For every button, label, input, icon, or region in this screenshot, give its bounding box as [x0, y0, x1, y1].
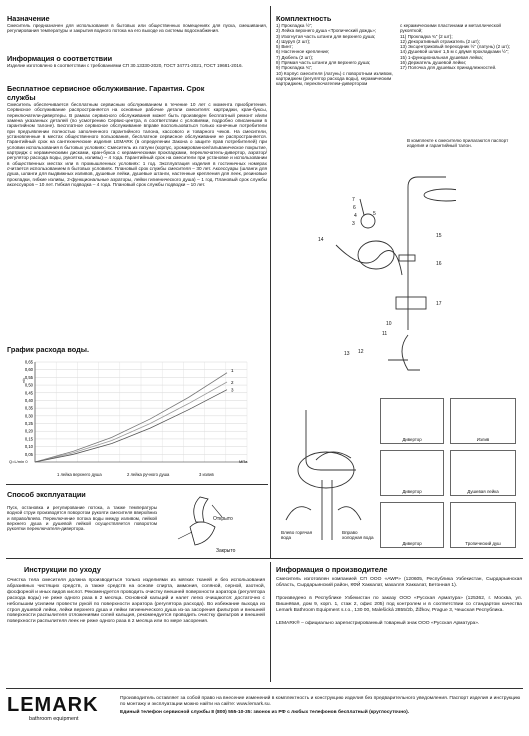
series-label-3: 3: [231, 387, 234, 393]
warranty-section: [7, 84, 267, 188]
footer-note: Производитель оставляет за собой право на внесение изменений в комплектность и конструкцию изделия без предварительного уведомления. Паспорт изделия и инструкцию по монтажу и эксплуатации можно найти на сайте: www.lemark.su.: [120, 696, 521, 707]
svg-text:16: 16: [436, 261, 442, 267]
diverter-panel-3: Дивертор: [380, 502, 444, 548]
y-tick-label: 0,20: [24, 428, 33, 434]
operation-title: Способ эксплуатации: [7, 490, 86, 499]
diverter-panels: [380, 398, 520, 556]
series-label-1: 1: [231, 367, 234, 373]
flow-title: График расхода воды.: [7, 345, 89, 354]
kit-item-9: 9) Прокладка ¾";: [276, 65, 313, 71]
y-tick-label: 0,05: [24, 451, 33, 457]
kit-title: Комплектность: [276, 14, 332, 23]
hot-label: Влево горячая вода: [281, 530, 313, 541]
diverter-panel-1: Дивертор: [380, 398, 444, 444]
purpose-section: [7, 14, 267, 34]
kit-list-2: [400, 23, 518, 71]
kit-item-b-5: 14) Душевой шланг 1,5 м с двумя прокладками ½";: [400, 49, 509, 55]
kit-item-3: 3) Изогнутая часть штанги для верхнего душа;: [276, 33, 376, 39]
product-diagram: [296, 155, 456, 390]
diverter-panel-2: Дивертор: [380, 450, 444, 496]
series-label-2: 2: [231, 380, 234, 385]
operation-text: Пуск, остановка и регулирование потока, а также температуры водной струи производятся поворотом рукояти смесителя вверх/вниз и вправо/влево. Переключение потока воды между изливом, лейкой верхнего душа и душевой лейкой осуществляется поворотом рукоятки переключателя-дивертора.: [7, 505, 157, 532]
purpose-title: Назначение: [7, 14, 50, 23]
svg-text:10: 10: [386, 321, 392, 327]
kit-note: В комплекте к смесителю прилагаются паспорт изделия и гарантийный талон.: [407, 138, 509, 149]
compliance-text: Изделие изготовлено в соответствии с требованиями СП 30.13330-2020, ГОСТ 34771-2021, ГОСТ 19681-2016.: [7, 63, 243, 68]
compliance-title: Информация о соответствии: [7, 54, 113, 63]
svg-text:3: 3: [352, 221, 355, 227]
y-tick-label: 0,30: [24, 413, 33, 419]
cold-label: Вправо холодная вода: [342, 530, 374, 541]
series-line-1: [35, 373, 227, 462]
svg-text:6: 6: [353, 205, 356, 211]
maker-text-1: Смеситель изготовлен компанией СП ООО «AWP» (120605, Республика Узбекистан, Сырдарьинская область, Сырдарьинский район, КФЙ Хаккалат, махалля Хаккалат, Бетонная 1).: [276, 577, 522, 588]
y-tick-label: 0,25: [24, 421, 33, 427]
svg-text:15: 15: [436, 233, 442, 239]
purpose-text: Смеситель предназначен для использования в бытовых или общественных помещениях для пуска, смешивания, регулирования температуры и закрытия водного потока на его выходе из системы водоснабжения.: [7, 23, 267, 34]
flow-chart: [7, 358, 267, 484]
svg-text:14: 14: [318, 237, 324, 243]
flow-section: [7, 345, 267, 354]
rain-shower-panel: Тропический душ: [450, 502, 516, 548]
y-unit: л/с: [21, 377, 27, 384]
svg-text:12: 12: [358, 349, 364, 355]
kit-item-b-2: 11) Прокладка ¾" (2 шт);: [400, 33, 453, 39]
flow-chart-svg: [7, 358, 267, 484]
hand-shower-panel: Душевая лейка: [450, 450, 516, 496]
y-tick-label: 0,15: [24, 436, 33, 442]
y-tick-label: 0,40: [24, 397, 33, 403]
kit-list-1: [276, 23, 394, 87]
section-divider: [6, 558, 523, 559]
maker-title: Информация о производителе: [276, 565, 388, 574]
y-tick-label: 0,45: [24, 390, 33, 396]
kit-item-b-3: 12) Декоративный отражатель (2 шт);: [400, 38, 480, 44]
y-tick-label: 0,60: [24, 367, 33, 373]
svg-text:13: 13: [344, 351, 350, 357]
operation-section: [7, 490, 157, 531]
kit-item-b-8: 17) Полочка для душевых принадлежностей.: [400, 65, 497, 71]
svg-text:7: 7: [352, 197, 355, 203]
kit-item-b-6: 15) 1-функциональная душевая лейка;: [400, 54, 484, 60]
kit-item-b-1: с керамическими пластинами и металлической рукояткой;: [400, 23, 501, 34]
spout-panel: Излив: [450, 398, 516, 444]
y-tick-label: 0,35: [24, 405, 33, 411]
column-divider: [270, 6, 271, 558]
y-tick-label: 0,10: [24, 444, 33, 450]
kit-item-b-4: 13) Эксцентриковый переходник ½" (латунь) (2 шт);: [400, 44, 511, 50]
warranty-title: Бесплатное сервисное обслуживание. Гарантия. Срок службы: [7, 84, 205, 102]
maker-text-2: Произведено в Республике Узбекистан по заказу ООО «Русская Арматура» (125362, г. Москва, ул. Вишнёвая, дом 9, корп. 1, стаж 2, офис 205) под контролем и в соответствии со стандартом качества Lemark Bathroom Equipment s.r.o., 130 00, Malešická 2855/2b, Žižkov, Prague 3, Чешская Республика.: [276, 595, 522, 613]
kit-item-b-7: 16) Держатель душевой лейки;: [400, 60, 467, 66]
kit-item-10: 10) Корпус смесителя (латунь) с поворотным изливом, картриджем (регулятор расхода воды), керамическим картриджем, переключателем-дивертором: [276, 70, 393, 87]
svg-text:17: 17: [436, 301, 442, 307]
bottom-column-divider: [270, 562, 271, 682]
care-text: Очистка тела смесителя должна производиться только изделиями из мягких тканей и без использования абразивных чистящих средств, а также средств на основе спирта, аммония, соляной, серной, азотной, фосфорной и иных видов кислот. Рекомендуется проводить очистку внешней поверхности аэратора (регулятора расхода воды) не реже одного раза в 2 месяца. Основной кальций и налет легко очищаются: достаточно с небольшим усилием провести рукой по поверхности аэратора (регулятора расхода). Во избежание выхода из строя душевой лейки, лейки верхнего душа и лейки гигиенического душа из-за засорения фильтров и внешней поверхности распылителя отложениями солей кальция, рекомендуется проводить очистку фильтров и внешней поверхности распылителя леек не реже одного раза в 2 месяца или по мере засорения.: [7, 578, 265, 625]
svg-text:11: 11: [382, 331, 388, 337]
care-section: [7, 565, 265, 625]
chart-origin: Q=L/min 0: [9, 459, 28, 464]
kit-item-5: 5) Винт;: [276, 44, 293, 50]
legend-1: 1 лейка верхнего душа: [57, 472, 102, 477]
legend-2: 2 лейка ручного душа: [127, 472, 170, 477]
svg-text:5: 5: [373, 211, 376, 217]
y-tick-label: 0,55: [24, 374, 33, 380]
care-title: Инструкции по уходу: [24, 565, 101, 574]
kit-item-2: 2) Лейка верхнего душа «Тропический дождь»;: [276, 28, 377, 34]
legend-3: 3 излив: [199, 472, 214, 477]
compliance-section: [7, 54, 267, 68]
lever-diagram: [160, 487, 270, 557]
warranty-text: Смеситель обеспечивается бесплатным сервисным обслуживанием в течение 10 лет с момента приобретения. Сервисное обслуживание распространяется на основные рабочие детали смесителя: картриджи, кран-буксы, переключатели-дивертеры. В рамках сервисного обслуживания может быть произведен бесплатный ремонт и/или замена указанных деталей (по усмотрению Сервис-центра, в соответствии с условиями, подробно описанными в гарантийном талоне). Бесплатное сервисное обслуживание вправе воспользоваться только конечные потребители при предъявлении полностью заполненного гарантийного талона, кассового и товарного чеков. На смесители, установленные в местах общественного пользования, бесплатное сервисное обслуживание не распространяется. Гарантийный срок на сантехнические изделия LEMARK (в определении Закона о защите прав потребителей) при условии использования в бытовых условиях: Смеситель из латуни (корпус, хромированное/гальваническое покрытие, картридж с керамическими дисками, кран-букса с керамическими прокладками, переключатель-дивертор, аэратор/регулятор расхода воды, рукоятка, изливы) – 4 года. Гарантийный срок на смесители при установке и использовании в общественных местах или в промышленных условиях: 1 год. Эксплуатация изделия в гостиничных номерах считается использованием в бытовых условиях. Плановый срок службы смесителя – 30 лет. Аксессуары (шланги для душа, шланги для выдвижных изливов, душевые лейки, душевые штанги, настенные крепления для леек, резиновые прокладки, гибкие изливы, 2-функциональные аэраторы, лейки гигиенического душа) – 1 год. Плановый срок службы аксессуаров – 10 лет. Гибкая подводка – 4 года. Плановый срок службы подводки – 10 лет.: [7, 102, 267, 188]
svg-text:4: 4: [354, 213, 357, 219]
closed-label: Закрыто: [216, 548, 236, 554]
x-unit: МПа: [239, 459, 248, 464]
y-tick-label: 0,50: [24, 382, 33, 388]
kit-section-2: [400, 23, 518, 71]
kit-section: [276, 14, 394, 87]
kit-item-8: 8) Прямая часть штанги для верхнего душа;: [276, 60, 371, 66]
kit-item-6: 6) Настенное крепление;: [276, 49, 330, 55]
brand-logo: LEMARK bathroom equipment: [7, 694, 99, 722]
maker-section: [276, 565, 522, 626]
series-line-2: [35, 382, 227, 462]
open-label: Открыто: [213, 516, 233, 522]
footer-divider: [6, 688, 523, 689]
footer-phone: Единый телефон сервисной службы 8 (800) 555-10-35: звонок из РФ с любых телефонов бесплатный (круглосуточно).: [120, 710, 410, 715]
kit-item-7: 7) Дюбель (2 шт);: [276, 54, 314, 60]
kit-item-4: 4) Шуруп (2 шт);: [276, 38, 311, 44]
kit-item-1: 1) Прокладка ½";: [276, 23, 313, 28]
y-tick-label: 0,65: [24, 359, 33, 365]
maker-text-3: LEMARK® – официально зарегистрированный товарный знак ООО «Русская Арматура».: [276, 620, 480, 626]
operation-divider: [6, 484, 268, 485]
